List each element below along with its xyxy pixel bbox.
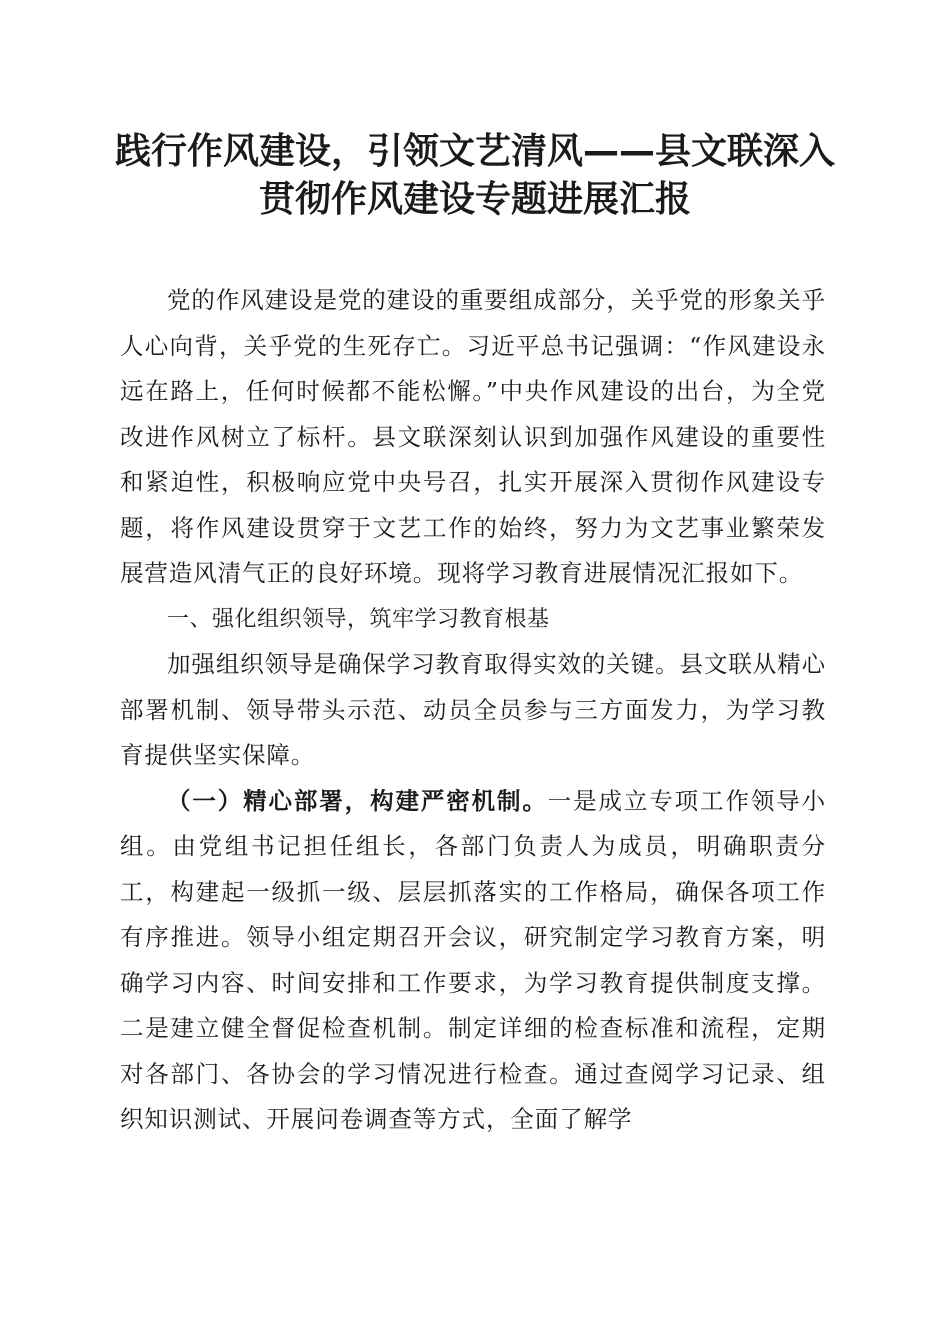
section-1-paragraph: 加强组织领导是确保学习教育取得实效的关键。县文联从精心部署机制、领导带头示范、动员全员参与三方面发力，为学习教育提供坚实保障。 <box>120 650 826 769</box>
section-1-heading: 一、强化组织领导，筑牢学习教育根基 <box>167 606 550 632</box>
document-title <box>100 128 850 224</box>
title-line-2: 贯彻作风建设专题进展汇报 <box>258 179 691 220</box>
subsection-1-text: 一是成立专项工作领导小组。由党组书记担任组长，各部门负责人为成员，明确职责分工，构建起一级抓一级、层层抓落实的工作格局，确保各项工作有序推进。领导小组定期召开会议，研究制定学习教育方案，明确学习内容、时间安排和工作要求，为学习教育提供制度支撑。二是建立健全督促检查机制。制定详细的检查标准和流程，定期对各部门、各协会的学习情况进行检查。通过查阅学习记录、组织知识测试、开展问卷调查等方式，全面了解学 <box>120 786 827 1133</box>
subsection-1-paragraph <box>120 779 826 1143</box>
document-body <box>120 278 826 1143</box>
title-line-1: 践行作风建设，引领文艺清风——县文联深入 <box>114 131 835 172</box>
subsection-1-heading: （一）精心部署，构建严密机制。 <box>167 786 548 815</box>
intro-paragraph: 党的作风建设是党的建设的重要组成部分，关乎党的形象关乎人心向背，关乎党的生死存亡。习近平总书记强调：“作风建设永远在路上，任何时候都不能松懈。”中央作风建设的出台，为全党改进作风树立了标杆。县文联深刻认识到加强作风建设的重要性和紧迫性，积极响应党中央号召，扎实开展深入贯彻作风建设专题，将作风建设贯穿于文艺工作的始终，努力为文艺事业繁荣发展营造风清气正的良好环境。现将学习教育进展情况汇报如下。 <box>120 286 826 587</box>
